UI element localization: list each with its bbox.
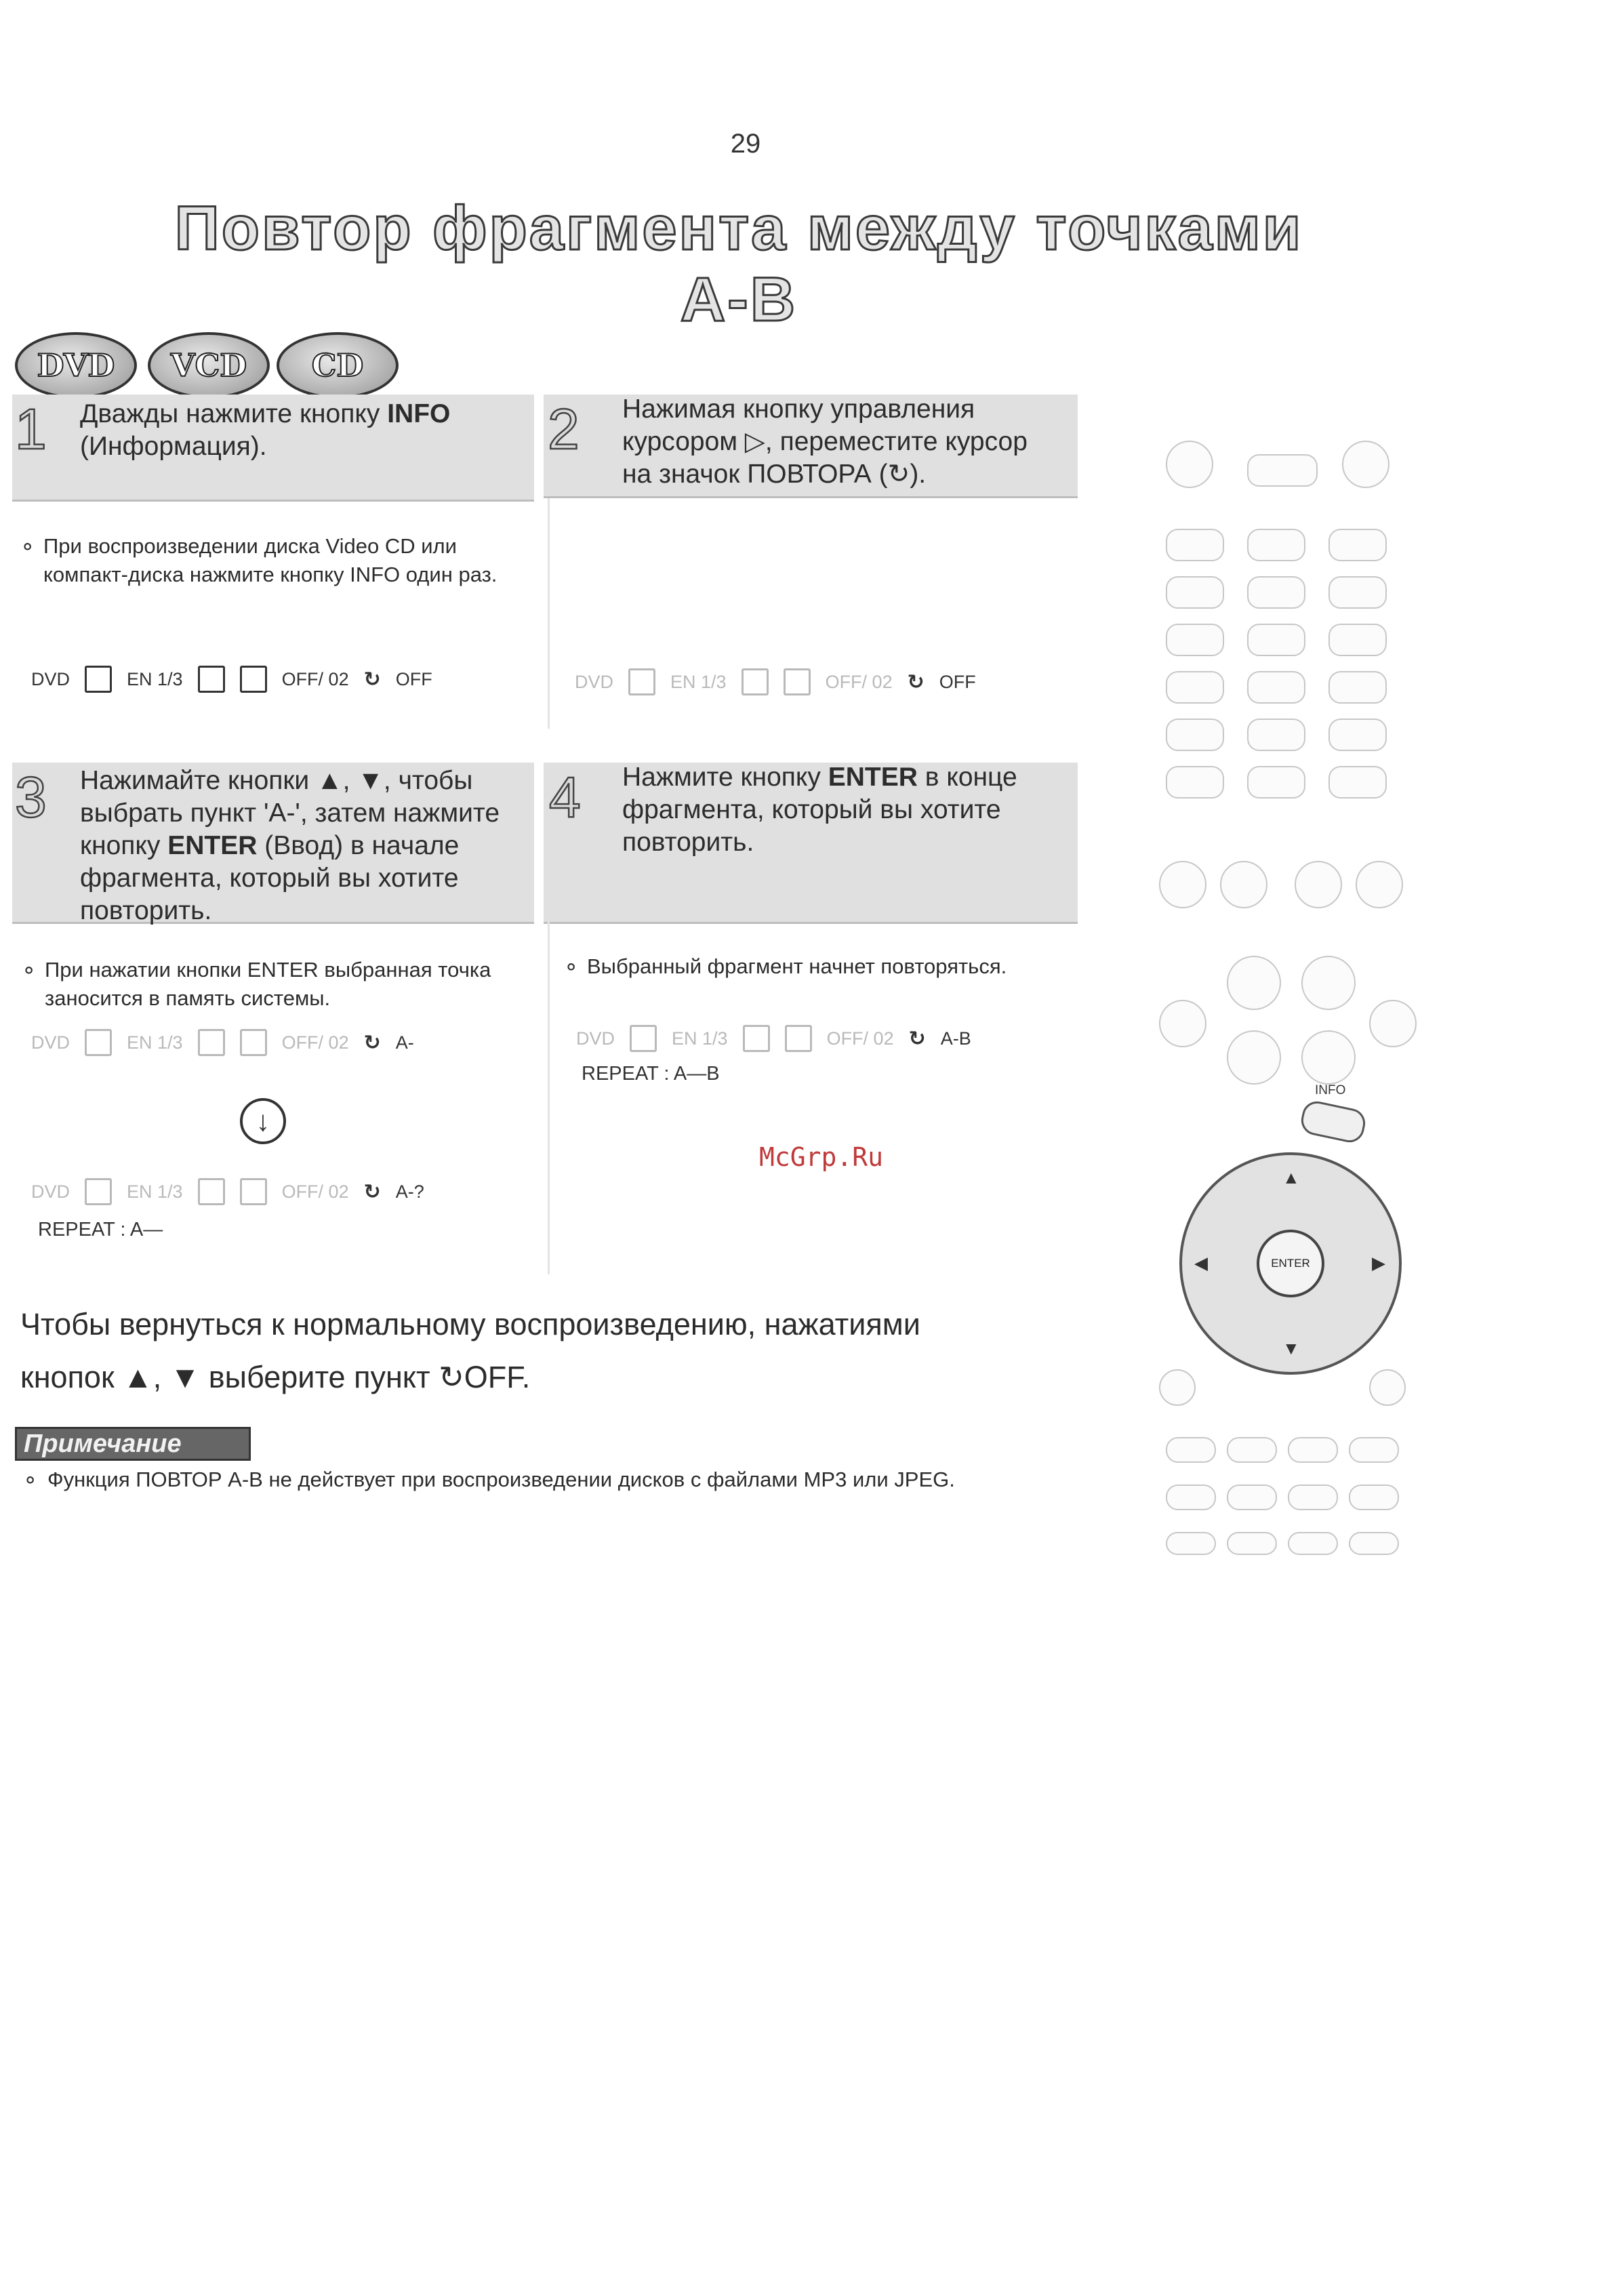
skip-forward-button [1356, 861, 1403, 908]
step-2-text: Нажимая кнопку управления курсором ▷, переместите курсор на значок ПОВТОРА (↻). [622, 395, 1028, 489]
remote-key [1247, 766, 1305, 799]
dolby-icon [198, 1029, 225, 1056]
audio-icon [85, 666, 112, 693]
osd-lang: EN 1/3 [670, 671, 727, 692]
divider [548, 498, 550, 729]
dvd-badge: DVD [15, 332, 137, 399]
osd-step-3a [31, 1022, 414, 1063]
osd-step-4 [576, 1018, 971, 1059]
remote-key [1288, 1532, 1338, 1555]
up-arrow-icon: ▲ [1282, 1167, 1300, 1188]
osd-step-3b [31, 1171, 424, 1212]
osd-disc: DVD [31, 668, 70, 689]
repeat-icon: ↻ [363, 668, 381, 691]
remote-key [1227, 1484, 1277, 1510]
remote-key [1166, 1484, 1216, 1510]
dolby-icon [198, 1178, 225, 1205]
remote-key [1328, 529, 1387, 561]
osd-sub: OFF/ 02 [281, 668, 349, 689]
power-button [1166, 441, 1213, 488]
step-4-note: ∘ Выбранный фрагмент начнет повторяться. [587, 952, 1061, 981]
note-text: ∘ Функция ПОВТОР А-В не действует при воспроизведении дисков с файлами MP3 или JPEG. [47, 1466, 1051, 1494]
osd-lang: EN 1/3 [127, 668, 183, 689]
repeat-status-ab: REPEAT : A—B [582, 1063, 720, 1085]
dolby-icon [743, 1025, 770, 1052]
remote-key [1328, 624, 1387, 656]
remote-key [1349, 1532, 1399, 1555]
osd-repeat: A- [395, 1032, 414, 1053]
repeat-status-a: REPEAT : A— [38, 1219, 163, 1240]
osd-lang: EN 1/3 [672, 1028, 728, 1049]
page-number: 29 [730, 129, 761, 159]
page-title: Повтор фрагмента между точками A-B [174, 194, 1303, 334]
left-arrow-icon: ◀ [1194, 1253, 1208, 1273]
remote-key [1159, 1369, 1196, 1406]
repeat-icon: ↻ [907, 670, 925, 693]
remote-key [1166, 1437, 1216, 1463]
step-1-text: Дважды нажмите кнопку INFO (Информация). [80, 399, 451, 461]
remote-key [1247, 529, 1305, 561]
remote-key [1247, 624, 1305, 656]
audio-icon [85, 1178, 112, 1205]
osd-sub: OFF/ 02 [825, 671, 893, 692]
remote-key [1166, 1532, 1216, 1555]
remote-key [1349, 1484, 1399, 1510]
step-4-number: 4 [549, 765, 581, 829]
repeat-icon: ↻ [363, 1031, 381, 1054]
remote-key [1227, 1532, 1277, 1555]
vcd-badge: VCD [148, 332, 270, 399]
step-4-text: Нажмите кнопку ENTER в конце фрагмента, который вы хотите повторить. [622, 763, 1017, 857]
audio-icon [85, 1029, 112, 1056]
osd-disc: DVD [575, 671, 614, 692]
osd-disc: DVD [31, 1032, 70, 1053]
volume-down-button [1227, 1030, 1281, 1085]
step-1-number: 1 [15, 397, 47, 461]
subtitle-icon [785, 1025, 812, 1052]
remote-key [1328, 576, 1387, 609]
remote-key [1247, 671, 1305, 704]
repeat-icon: ↻ [363, 1180, 381, 1203]
remote-key [1288, 1484, 1338, 1510]
stop-button [1220, 861, 1267, 908]
osd-step-2 [575, 662, 976, 702]
subtitle-icon [240, 1178, 267, 1205]
channel-up-button [1301, 956, 1356, 1010]
return-instructions: Чтобы вернуться к нормальному воспроизведению, нажатиями кнопок ▲, ▼ выберите пункт ↻OFF. [20, 1307, 920, 1394]
osd-disc: DVD [31, 1181, 70, 1202]
subtitle-icon [784, 668, 811, 695]
remote-key [1328, 671, 1387, 704]
osd-sub: OFF/ 02 [281, 1032, 349, 1053]
repeat-icon: ↻ [908, 1027, 926, 1050]
audio-icon [628, 668, 655, 695]
step-1-note: ∘ При воспроизведении диска Video CD или компакт-диска нажмите кнопку INFO один раз. [43, 532, 531, 589]
remote-key [1166, 576, 1224, 609]
remote-key [1247, 719, 1305, 751]
remote-control [1145, 427, 1417, 1613]
divider [548, 922, 550, 1274]
step-3-text: Нажимайте кнопки ▲, ▼, чтобы выбрать пункт 'A-', затем нажмите кнопку ENTER (Ввод) в начале фрагмента, который вы хотите повторить. [80, 766, 500, 925]
remote-key [1166, 529, 1224, 561]
remote-key [1166, 671, 1224, 704]
audio-icon [630, 1025, 657, 1052]
osd-disc: DVD [576, 1028, 615, 1049]
volume-up-button [1227, 956, 1281, 1010]
osd-step-1 [31, 659, 432, 700]
subtitle-icon [240, 1029, 267, 1056]
step-2-number: 2 [548, 397, 580, 461]
remote-key [1227, 1437, 1277, 1463]
remote-key [1166, 766, 1224, 799]
navigation-pad [1179, 1152, 1402, 1375]
remote-key [1369, 1369, 1406, 1406]
remote-key [1166, 624, 1224, 656]
open-close-button [1247, 454, 1318, 487]
play-pause-button [1295, 861, 1342, 908]
remote-key [1247, 576, 1305, 609]
osd-repeat: A-B [940, 1028, 971, 1049]
info-button [1299, 1099, 1368, 1145]
enter-button: ENTER [1257, 1230, 1324, 1297]
remote-key [1166, 719, 1224, 751]
watermark: McGrp.Ru [759, 1142, 884, 1172]
down-arrow-icon: ▼ [1282, 1338, 1300, 1358]
osd-lang: EN 1/3 [127, 1032, 183, 1053]
remote-key [1328, 766, 1387, 799]
mute-button [1159, 1000, 1206, 1047]
skip-back-button [1159, 861, 1206, 908]
osd-repeat: OFF [939, 671, 976, 692]
power-button-2 [1342, 441, 1389, 488]
step-3-number: 3 [15, 765, 47, 829]
osd-repeat: A-? [395, 1181, 424, 1202]
remote-key [1288, 1437, 1338, 1463]
info-label: INFO [1315, 1083, 1346, 1097]
cd-badge: CD [277, 332, 399, 399]
subtitle-icon [240, 666, 267, 693]
step-3-note: ∘ При нажатии кнопки ENTER выбранная точка заносится в память системы. [45, 956, 526, 1013]
dolby-icon [198, 666, 225, 693]
side-button [1369, 1000, 1417, 1047]
remote-key [1328, 719, 1387, 751]
osd-sub: OFF/ 02 [826, 1028, 894, 1049]
dolby-icon [742, 668, 769, 695]
arrow-down-icon: ↓ [240, 1098, 286, 1144]
osd-repeat: OFF [395, 668, 432, 689]
osd-sub: OFF/ 02 [281, 1181, 349, 1202]
channel-down-button [1301, 1030, 1356, 1085]
note-heading: Примечание [15, 1427, 251, 1461]
osd-lang: EN 1/3 [127, 1181, 183, 1202]
right-arrow-icon: ▶ [1372, 1253, 1385, 1273]
remote-key [1349, 1437, 1399, 1463]
